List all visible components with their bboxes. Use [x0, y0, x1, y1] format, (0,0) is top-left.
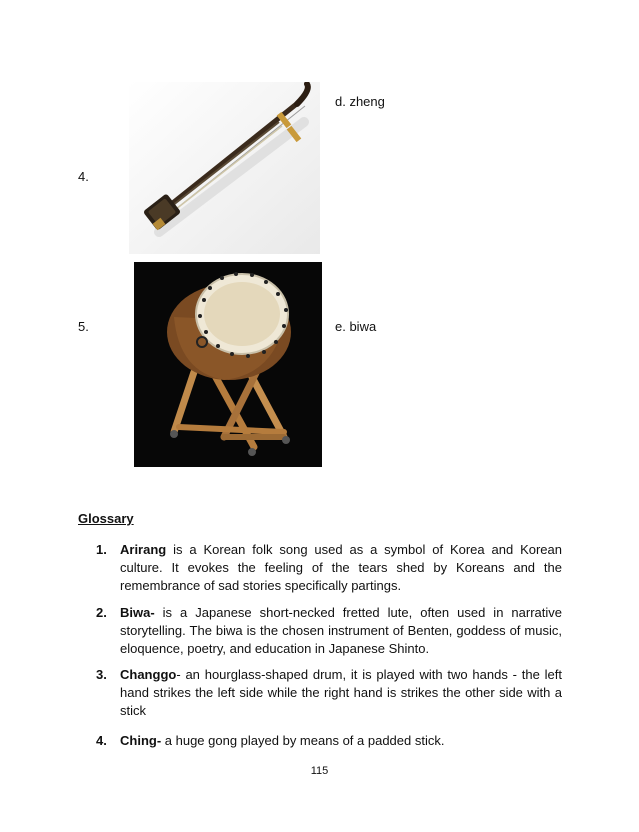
choice-d: d. zheng [335, 94, 385, 109]
glossary-term: Changgo [120, 667, 177, 682]
glossary-definition: is a Korean folk song used as a symbol of Korea and Korean culture. It evokes the feeling of the tears shed by Koreans and the remembrance of sad stories specifically partings. [120, 542, 562, 593]
page-number: 115 [310, 765, 329, 777]
item-number-4: 4. [78, 169, 89, 184]
taiko-drum-icon [134, 262, 322, 467]
glossary-item-changgo [96, 666, 562, 720]
glossary-item-ching [96, 732, 562, 750]
choice-e: e. biwa [335, 319, 377, 334]
erhu-icon [129, 82, 320, 254]
drum-image [134, 262, 322, 467]
glossary-term: Arirang [120, 542, 167, 557]
glossary-number: 3. [96, 667, 107, 682]
glossary-number: 4. [96, 733, 107, 748]
item-number-5: 5. [78, 319, 89, 334]
glossary-definition: a huge gong played by means of a padded stick. [161, 733, 445, 748]
glossary-item-arirang [96, 541, 562, 595]
glossary-number: 2. [96, 605, 107, 620]
glossary-definition: is a Japanese short-necked fretted lute, often used in narrative storytelling. The biwa is the chosen instrument of Benten, goddess of music, eloquence, poetry, and education in Japanese Shinto. [120, 605, 562, 656]
glossary-item-biwa [96, 604, 562, 658]
glossary-number: 1. [96, 542, 107, 557]
glossary-definition: - an hourglass-shaped drum, it is played with two hands - the left hand strikes the left side while the right hand is strikes the other side with a stick [120, 667, 562, 718]
erhu-image [129, 82, 320, 254]
glossary-title: Glossary [78, 511, 134, 526]
glossary-term: Biwa- [120, 605, 155, 620]
glossary-term: Ching- [120, 733, 162, 748]
